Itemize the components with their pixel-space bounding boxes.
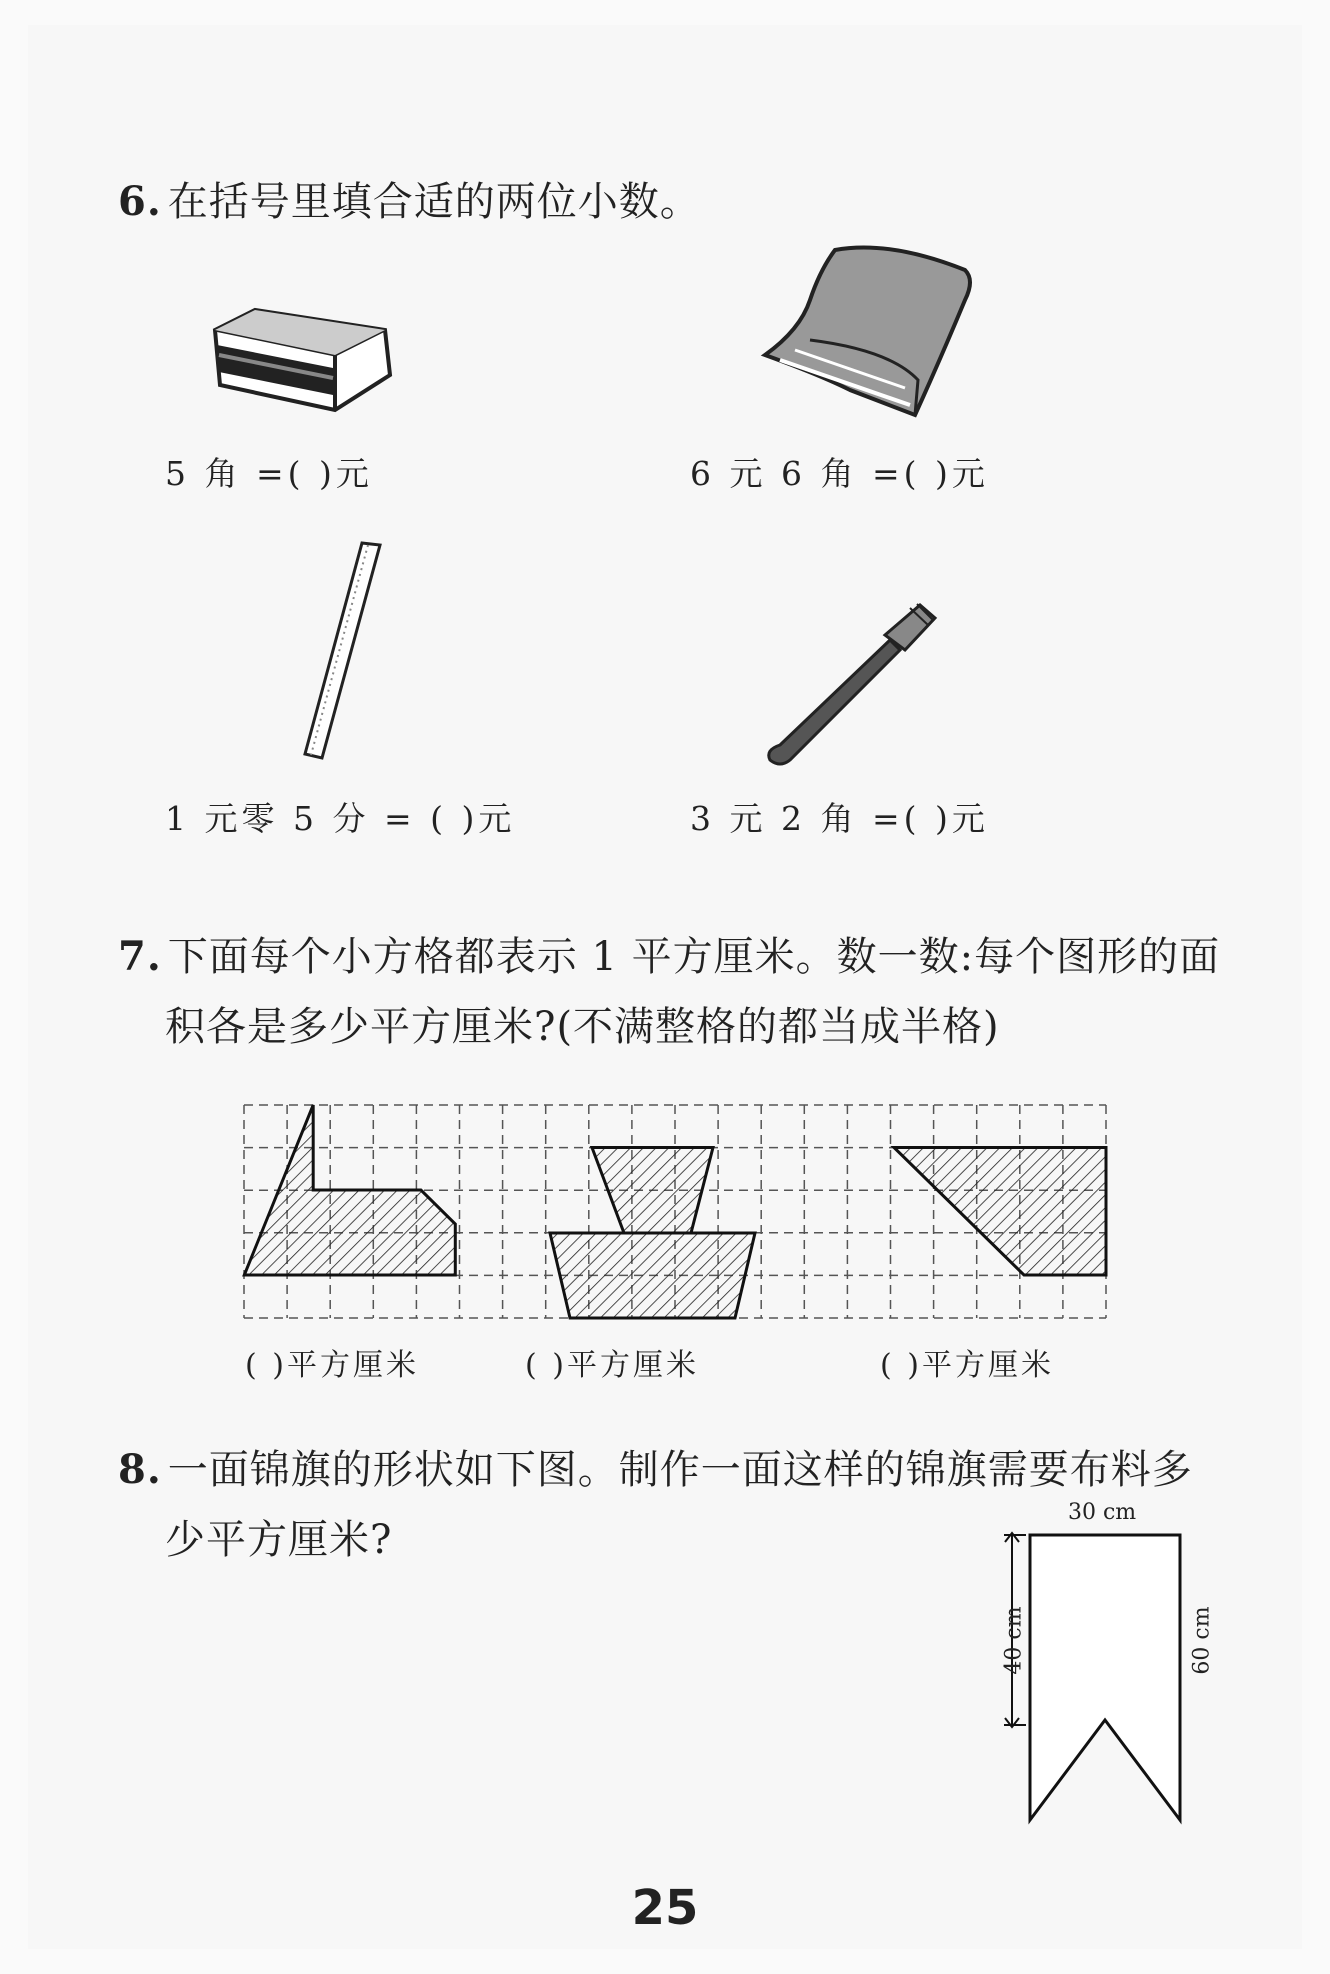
shape-2-bottom [550,1233,755,1318]
eraser-icon [205,300,405,420]
pennant-figure [1000,1530,1220,1830]
q7-answer-3: ( )平方厘米 [880,1348,1054,1383]
question-7-line-2: 积各是多少平方厘米?(不满整格的都当成半格) [165,1004,1000,1050]
pennant-height-label: 60 cm [1189,1606,1215,1675]
toothbrush-icon [760,600,940,770]
question-6-title [118,170,701,227]
pennant-inner-height-label: 40 cm [1001,1606,1027,1675]
question-8-line-1 [118,1438,1193,1495]
page-number: 25 [631,1880,699,1936]
question-8-line-2: 少平方厘米? [165,1517,393,1563]
q6-item-2: 6 元 6 角 =( )元 [690,454,989,493]
question-text: 下面每个小方格都表示 1 平方厘米。数一数:每个图形的面 [167,934,1221,980]
towel-icon [740,240,980,430]
question-number: 7. [118,933,162,980]
question-text: 一面锦旗的形状如下图。制作一面这样的锦旗需要布料多 [167,1447,1193,1493]
question-number: 6. [118,178,162,225]
ruler-icon [300,540,400,760]
pennant-width-label: 30 cm [1068,1500,1137,1525]
pennant-outline [1030,1535,1180,1820]
q6-item-4: 3 元 2 角 =( )元 [690,799,989,838]
area-grid-figure [240,1105,1110,1325]
shape-3 [894,1148,1106,1276]
question-7-line-1 [118,925,1220,982]
shape-2-top [592,1148,713,1234]
q6-item-1: 5 角 =( )元 [165,454,373,493]
question-number: 8. [118,1446,162,1493]
question-text: 在括号里填合适的两位小数。 [167,179,701,225]
q7-answer-1: ( )平方厘米 [245,1348,419,1383]
q7-answer-2: ( )平方厘米 [525,1348,699,1383]
q6-item-3: 1 元零 5 分 = ( )元 [165,799,516,838]
